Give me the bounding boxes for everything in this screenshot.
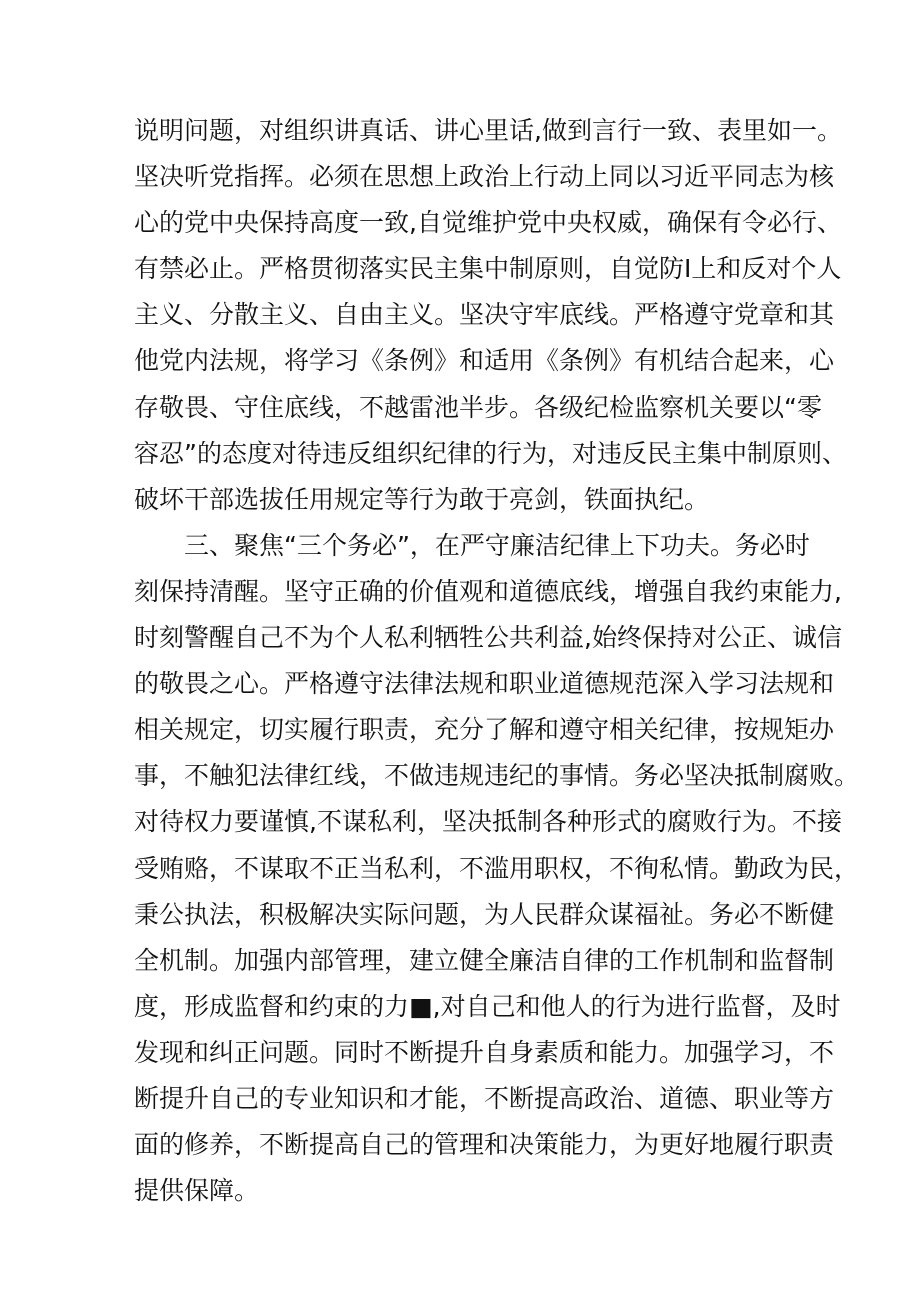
text-line: 时刻警醒自己不为个人私利牺牲公共利益,始终保持对公正、诚信	[134, 623, 842, 653]
text-line: 度，形成监督和约束的力■,对自己和他人的行为进行监督，及时	[134, 991, 841, 1021]
text-line: 全机制。加强内部管理，建立健全廉洁自律的工作机制和监督制	[134, 945, 835, 975]
text-line: 秉公执法，积极解决实际问题，为人民群众谋福祉。务必不断健	[134, 899, 835, 929]
text-line: 事，不触犯法律红线，不做违规违纪的事情。务必坚决抵制腐败。	[134, 761, 860, 791]
text-line: 发现和纠正问题。同时不断提升自身素质和能力。加强学习，不	[134, 1037, 835, 1067]
text-line: 三、聚焦“三个务必”，在严守廉洁纪律上下功夫。务必时	[184, 530, 810, 560]
text-line: 提供保障。	[134, 1176, 260, 1206]
text-line: 主义、分散主义、自由主义。坚决守牢底线。严格遵守党章和其	[134, 300, 835, 330]
text-line: 坚决听党指挥。必须在思想上政治上行动上同以习近平同志为核	[134, 162, 835, 192]
text-line: 存敬畏、守住底线，不越雷池半步。各级纪检监察机关要以“零	[134, 392, 822, 422]
text-line: 的敬畏之心。严格遵守法律法规和职业道德规范深入学习法规和	[134, 669, 835, 699]
text-line: 心的党中央保持高度一致,自觉维护党中央权威，确保有令必行、	[134, 208, 842, 238]
text-line: 对待权力要谨慎,不谋私利，坚决抵制各种形式的腐败行为。不接	[134, 807, 842, 837]
text-line: 受贿赂，不谋取不正当私利，不滥用职权，不徇私情。勤政为民，	[134, 853, 860, 883]
text-line: 说明问题，对组织讲真话、讲心里话,做到言行一致、表里如一。	[134, 116, 842, 145]
text-line: 他党内法规，将学习《条例》和适用《条例》有机结合起来，心	[134, 346, 835, 376]
text-line: 刻保持清醒。坚守正确的价值观和道德底线，增强自我约束能力,	[134, 576, 842, 606]
text-line: 相关规定，切实履行职责，充分了解和遵守相关纪律，按规矩办	[134, 715, 835, 745]
body-text	[134, 108, 860, 1214]
text-line: 有禁必止。严格贯彻落实民主集中制原则，自觉防I上和反对个人	[134, 254, 842, 284]
text-line: 面的修养，不断提高自己的管理和决策能力，为更好地履行职责	[134, 1130, 835, 1160]
text-line: 容忍”的态度对待违反组织纪律的行为，对违反民主集中制原则、	[134, 438, 847, 468]
text-line: 破坏干部选拔任用规定等行为敢于亮剑，铁面执纪。	[134, 484, 710, 514]
text-line: 断提升自己的专业知识和才能，不断提高政治、道德、职业等方	[134, 1083, 835, 1113]
